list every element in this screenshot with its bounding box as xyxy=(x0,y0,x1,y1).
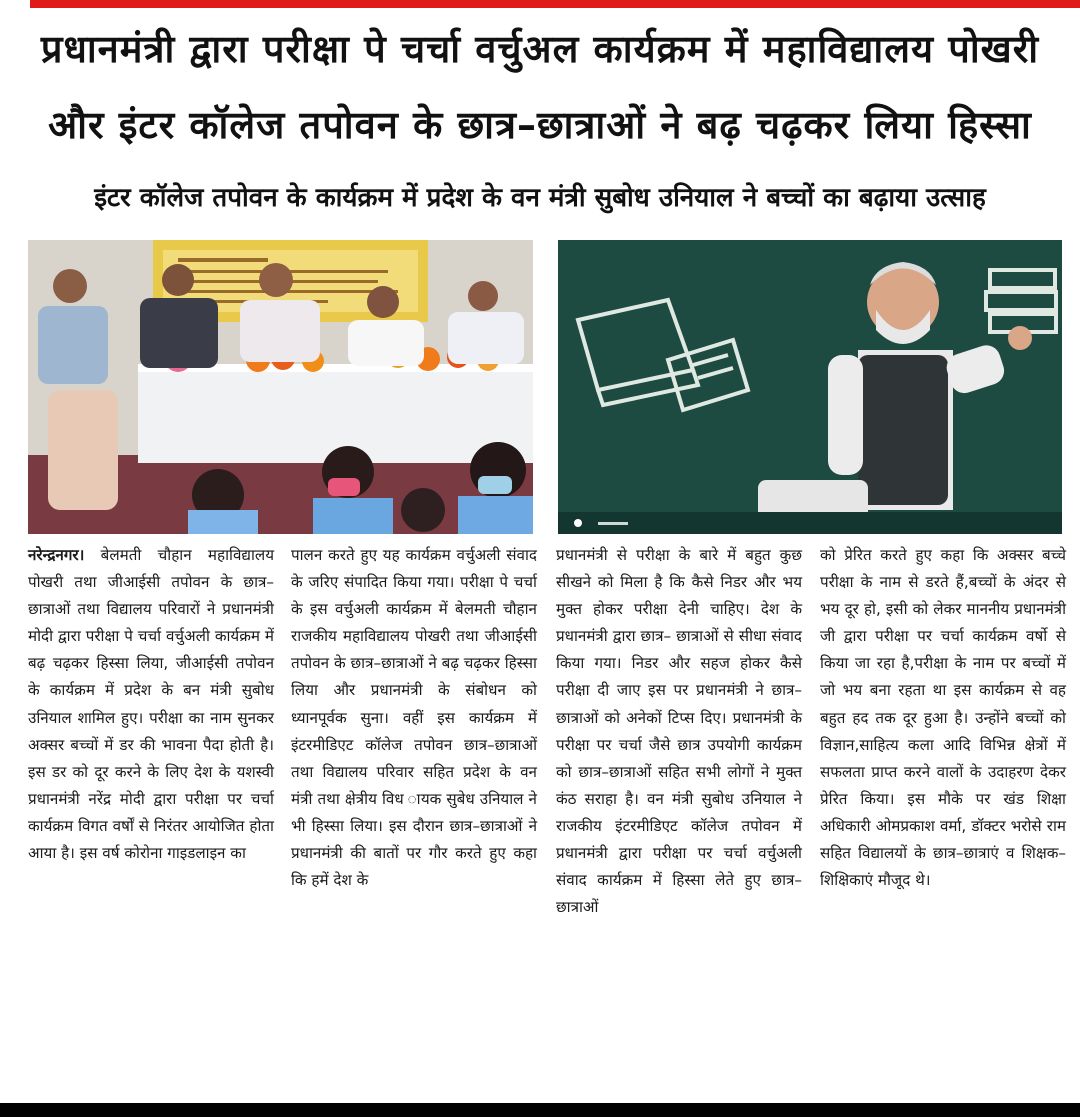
article-column-4 xyxy=(820,542,1066,894)
article-column-1 xyxy=(28,542,274,867)
headline-line-2: और इंटर कॉलेज तपोवन के छात्र–छात्राओं ने बढ़ चढ़कर लिया हिस्सा xyxy=(48,103,1032,147)
headline-line-1: प्रधानमंत्री द्वारा परीक्षा पे चर्चा वर्चुअल कार्यक्रम में महाविद्यालय पोखरी xyxy=(40,27,1040,71)
virtual-address-photo xyxy=(558,240,1062,534)
top-red-rule xyxy=(30,0,1080,8)
dateline: नरेन्द्रनगर। xyxy=(28,546,85,564)
event-stage-photo xyxy=(28,240,533,534)
article-column-3 xyxy=(556,542,802,921)
article-column-2-text: पालन करते हुए यह कार्यक्रम वर्चुअली संवाद के जरिए संपादित किया गया। परीक्षा पे चर्चा के इस वर्चुअली कार्यक्रम में बेलमती चौहान राजकीय महाविद्यालय पोखरी तथा जीआईसी तपोवन के छात्र–छात्राओं ने बढ़ चढ़कर हिस्सा लिया और प्रधानमंत्री के संबोधन को ध्यानपूर्वक सुना। वहीं इस कार्यक्रम में इंटरमीडिएट कॉलेज तपोवन छात्र–छात्राओं तथा विद्यालय परिवार सहित प्रदेश के वन मंत्री तथा क्षेत्रीय विध ायक सुबेध उनियाल ने भी हिस्सा लिया। इस दौरान छात्र–छात्राओं ने प्रधानमंत्री की बातों पर गौर करते हुए कहा कि हमें देश के xyxy=(291,546,537,890)
subheadline: इंटर कॉलेज तपोवन के कार्यक्रम में प्रदेश के वन मंत्री सुबोध उनियाल ने बच्चों का बढ़ाया उत्साह xyxy=(94,183,986,213)
article-column-1-text: बेलमती चौहान महाविद्यालय पोखरी तथा जीआईसी तपोवन के छात्र–छात्राओं तथा विद्यालय परिवारों ने प्रधानमंत्री मोदी द्वारा परीक्षा पे चर्चा वर्चुअली कार्यक्रम में बढ़ चढ़कर हिस्सा लिया, जीआईसी तपोवन के कार्यक्रम में प्रदेश के बन मंत्री सुबोध उनियाल शामिल हुए। परीक्षा का नाम सुनकर अक्सर बच्चों में डर की भावना पैदा होती है। इस डर को दूर करने के लिए देश के यशस्वी प्रधानमंत्री नरेंद्र मोदी द्वारा परीक्षा पर चर्चा कार्यक्रम विगत वर्षों से निरंतर आयोजित होता आया है। इस वर्ष कोरोना गाइडलाइन का xyxy=(28,546,274,863)
article-column-4-text: को प्रेरित करते हुए कहा कि अक्सर बच्चे परीक्षा के नाम से डरते हैं,बच्चों के अंदर से भय दूर हो, इसी को लेकर माननीय प्रधानमंत्री जी द्वारा परीक्षा पर चर्चा कार्यक्रम वर्षो से किया जा रहा है,परीक्षा के नाम पर बच्चों में जो भय बना रहता था इस कार्यक्रम से वह बहुत हद तक दूर हुआ है। उन्होंने बच्चों को विज्ञान,साहित्य कला आदि विभिन्न क्षेत्रों में सफलता प्राप्त करने वालों के उदाहरण देकर प्रेरित किया। इस मौके पर खंड शिक्षा अधिकारी ओमप्रकाश वर्मा, डॉक्टर भरोसे राम सहित विद्यालयों के छात्र–छात्राएं व शिक्षक–शिक्षिकाएं मौजूद थे। xyxy=(820,546,1066,890)
article-column-3-text: प्रधानमंत्री से परीक्षा के बारे में बहुत कुछ सीखने को मिला है कि कैसे निडर और भय मुक्त होकर परीक्षा देनी चाहिए। देश के प्रधानमंत्री द्वारा छात्र– छात्राओं से सीधा संवाद किया गया। निडर और सहज होकर कैसे परीक्षा दी जाए इस पर प्रधानमंत्री ने छात्र– छात्राओं को अनेकों टिप्स दिए। प्रधानमंत्री के परीक्षा पर चर्चा जैसे छात्र उपयोगी कार्यक्रम को छात्र–छात्राओं सहित सभी लोगों ने मुक्त कंठ सराहा है। वन मंत्री सुबोध उनियाल ने राजकीय इंटरमीडिएट कॉलेज तपोवन में प्रधानमंत्री द्वारा परीक्षा पर चर्चा वर्चुअली संवाद कार्यक्रम में हिस्सा लेते हुए छात्र–छात्राओं xyxy=(556,546,802,917)
bottom-black-bar xyxy=(0,1103,1080,1117)
article-column-2 xyxy=(291,542,537,894)
